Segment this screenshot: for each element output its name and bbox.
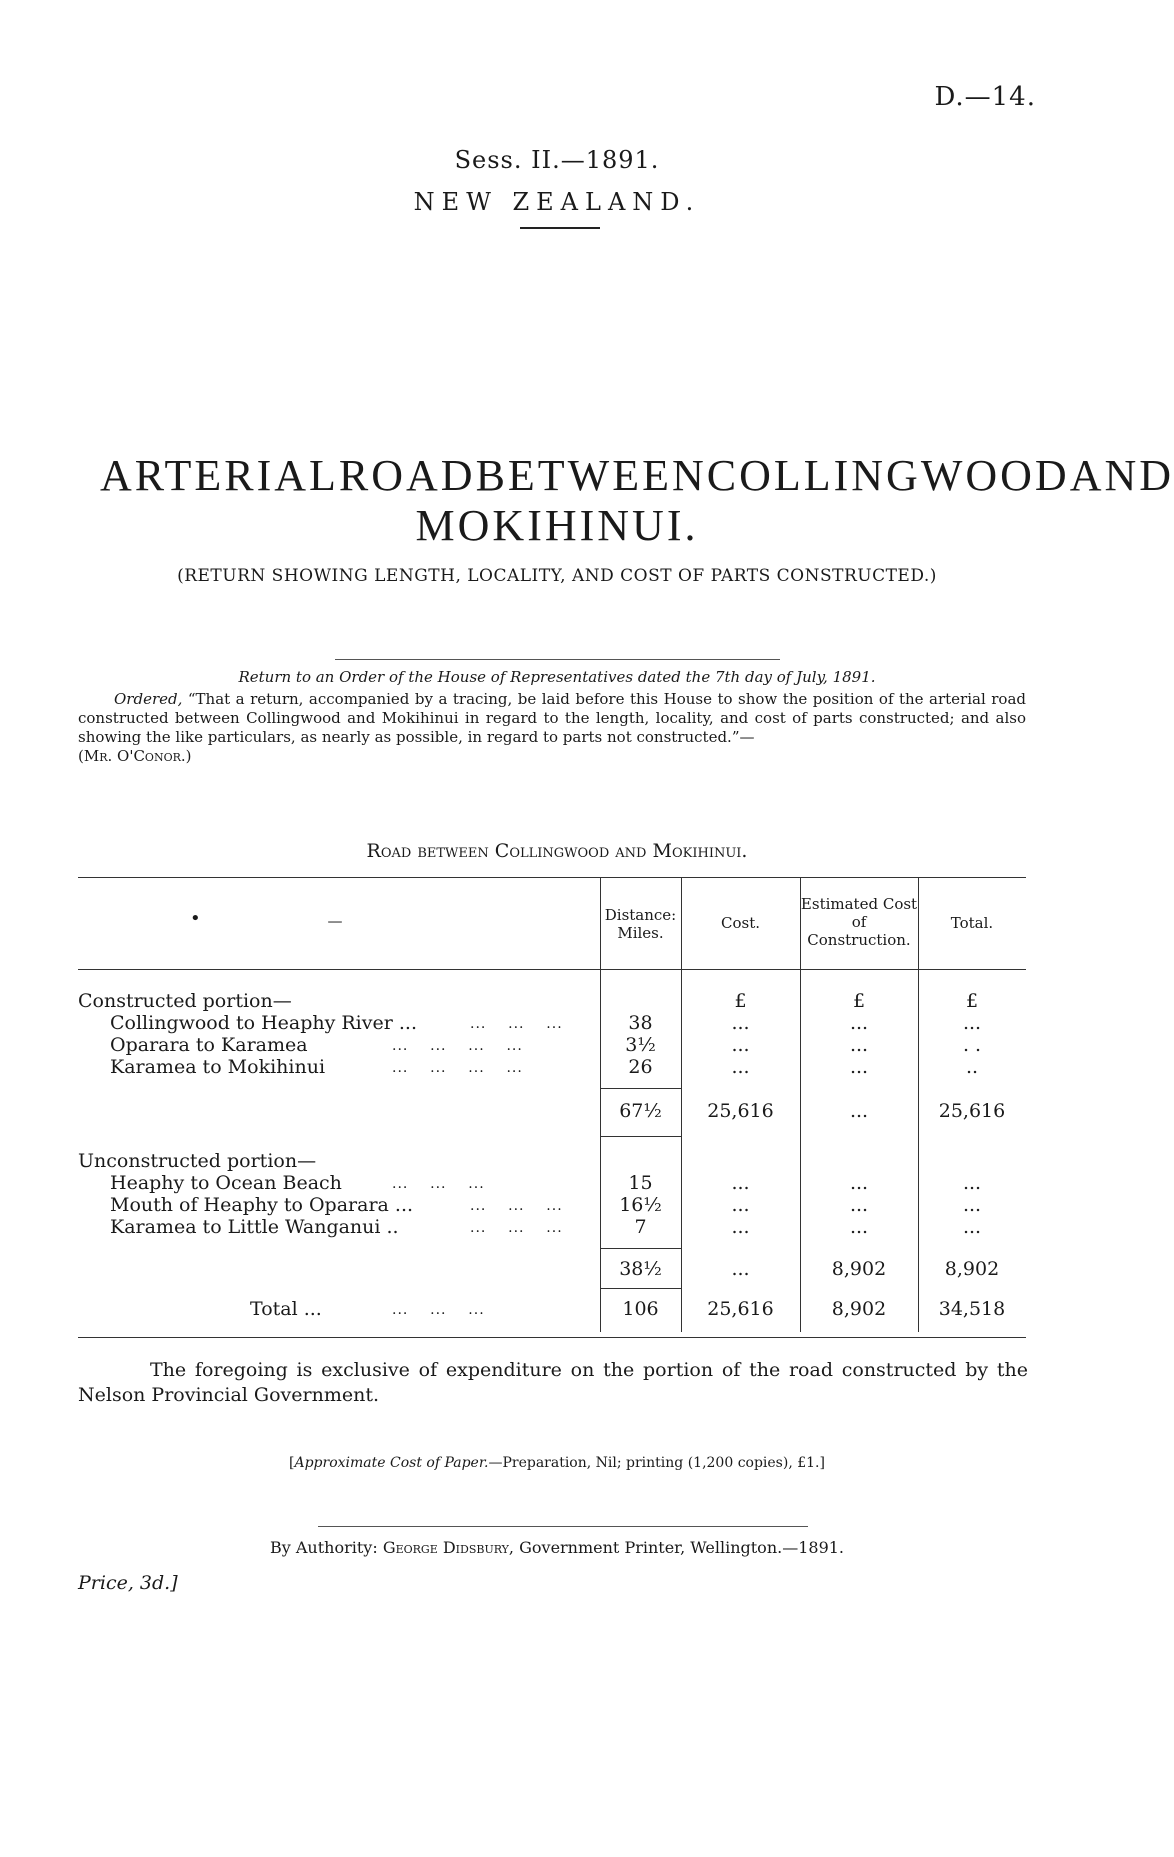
approx-cost-label: Approximate Cost of Paper. <box>294 1455 489 1471</box>
row-total: ... <box>962 1172 982 1194</box>
mover: (Mr. O'Conor.) <box>78 747 192 765</box>
row-dots: ... ... ... <box>470 1016 563 1032</box>
title-word: BETWEEN <box>475 451 707 500</box>
ordered-text: “That a return, accompanied by a tracing, be laid before this House to show the position of the arterial road constructed between Collingwood and Mokihinui in regard to the length, locality, and cost of parts constructed; and also showing the like particulars, as nearly as possible, in regard to parts not constructed.”— <box>78 690 1026 746</box>
header-estimated: Estimated Cost of Construction. <box>800 895 918 949</box>
subtotal-estimated: ... <box>849 1100 869 1122</box>
row-miles: 16½ <box>619 1194 662 1216</box>
row-cost: ... <box>731 1056 750 1078</box>
subtotal-estimated: 8,902 <box>831 1258 887 1280</box>
title-line-1 <box>100 450 1174 501</box>
note-paragraph: The foregoing is exclusive of expenditure on the portion of the road constructed by the Nelson Provincial Government. <box>78 1359 1028 1406</box>
row-estimated: ... <box>849 1216 869 1238</box>
row-dots: ... ... ... <box>392 1176 485 1192</box>
ordered-label: Ordered, <box>114 690 183 708</box>
subtotal-rule <box>600 1288 681 1289</box>
approx-open-bracket: [ <box>289 1455 295 1471</box>
row-label: Heaphy to Ocean Beach <box>110 1172 342 1194</box>
approx-cost-text: —Preparation, Nil; printing (1,200 copies), £1.] <box>488 1455 825 1471</box>
title-word: COLLINGWOOD <box>706 451 1070 500</box>
table-top-rule <box>78 877 1026 878</box>
row-dots: ... ... ... <box>392 1302 485 1318</box>
grand-total-estimated: 8,902 <box>831 1298 887 1320</box>
row-cost: ... <box>731 1172 750 1194</box>
row-dots: ... ... ... <box>470 1198 563 1214</box>
currency-cost: £ <box>734 990 747 1012</box>
grand-total-total: 34,518 <box>938 1298 1006 1320</box>
approx-cost-line <box>0 1455 1114 1471</box>
row-total: .. <box>965 1056 979 1078</box>
row-total: . . <box>962 1034 982 1056</box>
row-cost: ... <box>731 1012 750 1034</box>
row-miles: 7 <box>634 1216 647 1238</box>
authority-line <box>0 1538 1114 1557</box>
row-label: Karamea to Mokihinui <box>110 1056 326 1078</box>
row-label: Karamea to Little Wanganui .. <box>110 1216 399 1238</box>
printer-name: George Didsbury, <box>382 1538 515 1557</box>
row-total: ... <box>962 1216 982 1238</box>
table-title: Road between Collingwood and Mokihinui. <box>366 840 748 862</box>
subtotal-miles: 67½ <box>619 1100 662 1122</box>
authority-divider <box>318 1526 808 1527</box>
subtitle: (RETURN SHOWING LENGTH, LOCALITY, AND COST OF PARTS CONSTRUCTED.) <box>177 566 937 586</box>
paper-reference: D.—14. <box>934 82 1036 112</box>
subtotal-rule <box>600 1136 681 1137</box>
row-dots: ... ... ... <box>470 1220 563 1236</box>
row-estimated: ... <box>849 1194 869 1216</box>
title-word: ARTERIAL <box>100 451 339 500</box>
table-header-rule <box>78 969 1026 970</box>
subtotal-cost: ... <box>731 1258 750 1280</box>
subtotal-rule <box>600 1088 681 1089</box>
subtotal-miles: 38½ <box>619 1258 662 1280</box>
ordered-paragraph <box>78 690 1026 766</box>
subtotal-total: 8,902 <box>944 1258 1000 1280</box>
grand-total-miles: 106 <box>622 1298 659 1320</box>
session-line: Sess. II.—1891. <box>454 146 660 174</box>
row-total: ... <box>962 1012 982 1034</box>
header-description: — <box>327 912 343 930</box>
price: Price, 3d.] <box>78 1572 178 1594</box>
row-label: Oparara to Karamea <box>110 1034 308 1056</box>
row-label: Collingwood to Heaphy River ... <box>110 1012 417 1034</box>
currency-estimated: £ <box>852 990 866 1012</box>
title-line-2: MOKIHINUI. <box>415 501 699 550</box>
row-miles: 38 <box>628 1012 653 1034</box>
section-heading-constructed: Constructed portion— <box>78 990 292 1012</box>
subtotal-cost: 25,616 <box>707 1100 774 1122</box>
bullet-mark: • <box>190 908 201 929</box>
return-line: Return to an Order of the House of Representatives dated the 7th day of July, 1891. <box>238 668 876 686</box>
table-bottom-rule <box>78 1337 1026 1338</box>
row-cost: ... <box>731 1216 750 1238</box>
section-heading-unconstructed: Unconstructed portion— <box>78 1150 317 1172</box>
header-total: Total. <box>950 914 994 932</box>
row-estimated: ... <box>849 1034 869 1056</box>
subtotal-rule <box>600 1248 681 1249</box>
row-total: ... <box>962 1194 982 1216</box>
grand-total-cost: 25,616 <box>707 1298 774 1320</box>
row-cost: ... <box>731 1194 750 1216</box>
row-miles: 15 <box>628 1172 653 1194</box>
header-divider <box>520 227 600 229</box>
row-dots: ... ... ... ... <box>392 1038 523 1054</box>
authority-suffix: Government Printer, Wellington.—1891. <box>519 1538 845 1557</box>
header-cost: Cost. <box>720 914 760 932</box>
subtotal-total: 25,616 <box>938 1100 1006 1122</box>
header-distance: Distance: Miles. <box>604 906 677 942</box>
title-word: ROAD <box>338 451 476 500</box>
title-word: AND <box>1069 451 1174 500</box>
authority-prefix: By Authority: <box>269 1538 378 1557</box>
row-miles: 26 <box>628 1056 653 1078</box>
row-cost: ... <box>731 1034 750 1056</box>
row-estimated: ... <box>849 1012 869 1034</box>
row-label: Mouth of Heaphy to Oparara ... <box>110 1194 414 1216</box>
row-estimated: ... <box>849 1056 869 1078</box>
order-divider <box>335 659 780 660</box>
row-miles: 3½ <box>625 1034 656 1056</box>
row-dots: ... ... ... ... <box>392 1060 523 1076</box>
country-line: NEW ZEALAND. <box>413 188 701 216</box>
grand-total-label: Total ... <box>250 1298 322 1320</box>
currency-total: £ <box>965 990 979 1012</box>
row-estimated: ... <box>849 1172 869 1194</box>
